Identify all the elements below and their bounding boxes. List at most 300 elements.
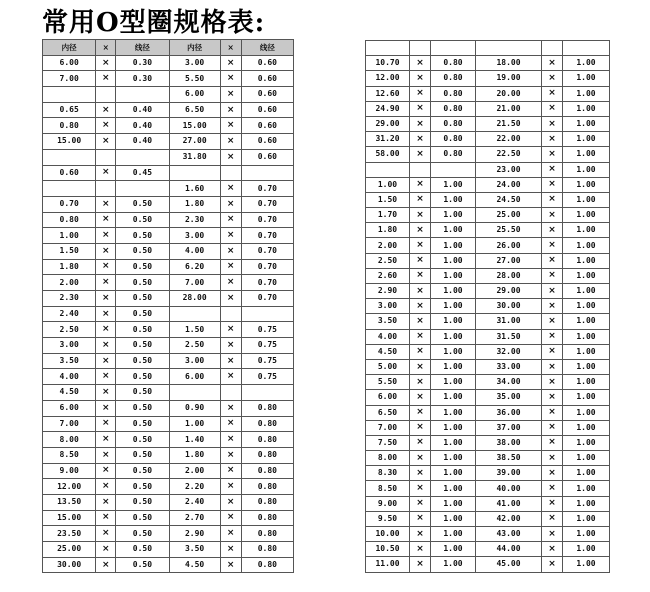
cell-inner-diameter: 0.80 — [43, 118, 96, 134]
cell-wire-diameter: 1.00 — [431, 435, 476, 450]
cell-inner-diameter — [169, 385, 220, 401]
table-row — [43, 510, 294, 526]
cell-wire-diameter: 1.00 — [563, 420, 610, 435]
cell-wire-diameter: 0.30 — [116, 71, 169, 87]
cell-wire-diameter: 1.00 — [563, 451, 610, 466]
cell-wire-diameter: 0.45 — [116, 165, 169, 181]
cell-inner-diameter: 6.20 — [169, 259, 220, 275]
cell-times: × — [542, 375, 563, 390]
cell-times: × — [410, 268, 431, 283]
cell-wire-diameter: 0.40 — [116, 134, 169, 150]
table-row — [366, 162, 610, 177]
table-row — [43, 526, 294, 542]
table-row — [43, 322, 294, 338]
cell-wire-diameter: 0.80 — [431, 56, 476, 71]
cell-inner-diameter: 0.90 — [169, 400, 220, 416]
cell-times: × — [542, 147, 563, 162]
cell-times: × — [542, 162, 563, 177]
cell-inner-diameter: 5.00 — [366, 359, 410, 374]
table-row — [366, 466, 610, 481]
cell-wire-diameter: 0.70 — [241, 228, 293, 244]
cell-wire-diameter: 0.80 — [241, 542, 293, 558]
cell-times: × — [542, 527, 563, 542]
cell-wire-diameter: 1.00 — [431, 299, 476, 314]
cell-wire-diameter: 0.60 — [241, 102, 293, 118]
cell-inner-diameter: 22.00 — [476, 132, 542, 147]
cell-times: × — [220, 291, 241, 307]
cell-times: × — [220, 149, 241, 165]
cell-wire-diameter: 1.00 — [563, 375, 610, 390]
cell-inner-diameter: 1.50 — [366, 192, 410, 207]
cell-inner-diameter: 6.00 — [366, 390, 410, 405]
cell-inner-diameter: 3.00 — [169, 228, 220, 244]
cell-times: × — [542, 223, 563, 238]
cell-inner-diameter: 1.80 — [43, 259, 96, 275]
cell-times: × — [96, 55, 116, 71]
cell-times: × — [410, 435, 431, 450]
cell-wire-diameter: 0.75 — [241, 353, 293, 369]
cell-times: × — [96, 118, 116, 134]
cell-times: × — [410, 208, 431, 223]
table-row — [43, 494, 294, 510]
table-row — [366, 435, 610, 450]
table-row — [43, 102, 294, 118]
cell-times: × — [410, 71, 431, 86]
cell-wire-diameter: 1.00 — [563, 511, 610, 526]
cell-wire-diameter: 0.70 — [241, 275, 293, 291]
cell-inner-diameter: 11.00 — [366, 557, 410, 572]
cell-times: × — [220, 432, 241, 448]
cell-inner-diameter: 41.00 — [476, 496, 542, 511]
cell-times — [220, 385, 241, 401]
cell-wire-diameter: 0.30 — [116, 55, 169, 71]
cell-inner-diameter — [366, 41, 410, 56]
table-row — [366, 56, 610, 71]
cell-inner-diameter: 24.00 — [476, 177, 542, 192]
cell-wire-diameter: 1.00 — [563, 481, 610, 496]
cell-wire-diameter: 0.80 — [241, 494, 293, 510]
cell-times: × — [96, 542, 116, 558]
table-row — [366, 116, 610, 131]
cell-wire-diameter: 1.00 — [563, 496, 610, 511]
cell-times: × — [220, 479, 241, 495]
cell-wire-diameter: 1.00 — [563, 405, 610, 420]
cell-inner-diameter: 1.50 — [169, 322, 220, 338]
cell-times: × — [96, 259, 116, 275]
cell-inner-diameter: 2.00 — [366, 238, 410, 253]
cell-times: × — [410, 238, 431, 253]
cell-wire-diameter: 1.00 — [563, 344, 610, 359]
oring-spec-table-right — [365, 40, 610, 573]
cell-inner-diameter: 1.80 — [169, 196, 220, 212]
cell-inner-diameter: 25.00 — [476, 208, 542, 223]
cell-wire-diameter: 1.00 — [431, 238, 476, 253]
cell-inner-diameter: 9.00 — [366, 496, 410, 511]
cell-inner-diameter: 4.00 — [43, 369, 96, 385]
cell-times: × — [542, 511, 563, 526]
cell-wire-diameter: 0.60 — [241, 118, 293, 134]
cell-wire-diameter — [241, 385, 293, 401]
cell-inner-diameter: 6.50 — [169, 102, 220, 118]
cell-wire-diameter: 0.75 — [241, 369, 293, 385]
cell-wire-diameter: 1.00 — [563, 101, 610, 116]
cell-times: × — [220, 181, 241, 197]
cell-inner-diameter: 6.00 — [169, 87, 220, 103]
cell-times: × — [96, 557, 116, 573]
cell-wire-diameter: 1.00 — [563, 223, 610, 238]
cell-times: × — [96, 322, 116, 338]
cell-wire-diameter: 1.00 — [563, 86, 610, 101]
cell-wire-diameter: 1.00 — [431, 192, 476, 207]
cell-inner-diameter: 27.00 — [169, 134, 220, 150]
cell-inner-diameter: 10.00 — [366, 527, 410, 542]
cell-wire-diameter: 0.50 — [116, 243, 169, 259]
cell-inner-diameter: 37.00 — [476, 420, 542, 435]
cell-inner-diameter: 1.70 — [366, 208, 410, 223]
cell-inner-diameter: 28.00 — [169, 291, 220, 307]
cell-inner-diameter: 2.40 — [43, 306, 96, 322]
cell-inner-diameter: 2.00 — [169, 463, 220, 479]
table-row — [43, 400, 294, 416]
cell-wire-diameter: 0.60 — [241, 87, 293, 103]
cell-wire-diameter — [116, 87, 169, 103]
cell-wire-diameter: 1.00 — [431, 314, 476, 329]
table-row — [366, 542, 610, 557]
cell-inner-diameter: 0.70 — [43, 196, 96, 212]
cell-inner-diameter: 12.60 — [366, 86, 410, 101]
table-row — [366, 511, 610, 526]
cell-inner-diameter: 31.00 — [476, 314, 542, 329]
cell-inner-diameter — [476, 41, 542, 56]
cell-wire-diameter — [241, 306, 293, 322]
table-row — [366, 177, 610, 192]
table-row — [366, 223, 610, 238]
cell-times: × — [410, 557, 431, 572]
cell-inner-diameter: 2.30 — [43, 291, 96, 307]
cell-inner-diameter: 28.00 — [476, 268, 542, 283]
cell-inner-diameter: 2.00 — [43, 275, 96, 291]
cell-times: × — [220, 118, 241, 134]
table-row — [43, 463, 294, 479]
cell-inner-diameter: 2.50 — [169, 338, 220, 354]
cell-wire-diameter: 1.00 — [563, 359, 610, 374]
table-row — [366, 284, 610, 299]
cell-wire-diameter: 0.50 — [116, 526, 169, 542]
cell-inner-diameter: 8.50 — [43, 447, 96, 463]
table-row — [366, 71, 610, 86]
header-wire-diameter: 线径 — [241, 40, 293, 56]
table-row — [366, 375, 610, 390]
table-row — [366, 329, 610, 344]
cell-wire-diameter: 0.80 — [241, 463, 293, 479]
table-row — [366, 314, 610, 329]
cell-times: × — [542, 101, 563, 116]
cell-inner-diameter: 4.00 — [169, 243, 220, 259]
table-row — [43, 212, 294, 228]
cell-times: × — [220, 259, 241, 275]
cell-inner-diameter: 6.00 — [43, 400, 96, 416]
cell-inner-diameter: 32.00 — [476, 344, 542, 359]
header-wire-diameter: 线径 — [116, 40, 169, 56]
cell-wire-diameter: 0.80 — [431, 101, 476, 116]
table-row — [366, 420, 610, 435]
cell-inner-diameter: 2.70 — [169, 510, 220, 526]
cell-times: × — [96, 338, 116, 354]
table-row — [366, 132, 610, 147]
cell-times: × — [410, 284, 431, 299]
cell-wire-diameter: 0.60 — [241, 71, 293, 87]
cell-inner-diameter: 9.00 — [43, 463, 96, 479]
cell-times: × — [542, 390, 563, 405]
table-row — [43, 416, 294, 432]
cell-wire-diameter: 0.60 — [241, 55, 293, 71]
cell-times: × — [96, 275, 116, 291]
cell-inner-diameter: 10.50 — [366, 542, 410, 557]
cell-wire-diameter — [431, 41, 476, 56]
cell-times: × — [542, 192, 563, 207]
cell-wire-diameter: 0.80 — [241, 510, 293, 526]
cell-wire-diameter: 1.00 — [563, 557, 610, 572]
oring-spec-table-left — [42, 39, 294, 573]
table-row — [366, 451, 610, 466]
table-row — [366, 238, 610, 253]
cell-times: × — [96, 71, 116, 87]
cell-times: × — [96, 134, 116, 150]
cell-wire-diameter: 0.50 — [116, 322, 169, 338]
cell-times: × — [410, 375, 431, 390]
cell-inner-diameter — [43, 87, 96, 103]
cell-times: × — [96, 228, 116, 244]
cell-inner-diameter: 1.50 — [43, 243, 96, 259]
cell-inner-diameter: 58.00 — [366, 147, 410, 162]
cell-times: × — [542, 420, 563, 435]
cell-inner-diameter: 39.00 — [476, 466, 542, 481]
cell-wire-diameter: 0.80 — [241, 557, 293, 573]
cell-wire-diameter: 0.50 — [116, 557, 169, 573]
table-row — [43, 181, 294, 197]
cell-inner-diameter: 0.60 — [43, 165, 96, 181]
cell-inner-diameter: 3.00 — [169, 55, 220, 71]
cell-inner-diameter: 45.00 — [476, 557, 542, 572]
cell-wire-diameter: 1.00 — [431, 253, 476, 268]
cell-inner-diameter: 25.50 — [476, 223, 542, 238]
cell-inner-diameter: 38.00 — [476, 435, 542, 450]
cell-inner-diameter: 1.60 — [169, 181, 220, 197]
cell-times: × — [410, 466, 431, 481]
cell-times: × — [220, 134, 241, 150]
cell-wire-diameter: 1.00 — [431, 375, 476, 390]
cell-wire-diameter — [563, 41, 610, 56]
cell-inner-diameter: 33.00 — [476, 359, 542, 374]
cell-times: × — [96, 510, 116, 526]
cell-inner-diameter: 12.00 — [366, 71, 410, 86]
cell-inner-diameter: 0.65 — [43, 102, 96, 118]
cell-times: × — [220, 526, 241, 542]
cell-wire-diameter: 0.40 — [116, 102, 169, 118]
cell-times: × — [542, 557, 563, 572]
cell-times: × — [410, 329, 431, 344]
cell-times: × — [96, 165, 116, 181]
cell-times: × — [410, 496, 431, 511]
cell-inner-diameter — [43, 149, 96, 165]
table-row — [366, 481, 610, 496]
cell-wire-diameter: 0.50 — [116, 369, 169, 385]
cell-inner-diameter: 43.00 — [476, 527, 542, 542]
cell-times: × — [410, 405, 431, 420]
cell-times: × — [96, 494, 116, 510]
cell-times: × — [410, 420, 431, 435]
cell-inner-diameter: 6.00 — [169, 369, 220, 385]
cell-inner-diameter: 3.00 — [43, 338, 96, 354]
cell-times: × — [220, 338, 241, 354]
cell-wire-diameter: 0.80 — [241, 526, 293, 542]
cell-times: × — [96, 447, 116, 463]
cell-inner-diameter: 35.00 — [476, 390, 542, 405]
cell-times: × — [410, 359, 431, 374]
cell-inner-diameter: 2.40 — [169, 494, 220, 510]
cell-inner-diameter: 40.00 — [476, 481, 542, 496]
cell-wire-diameter: 0.70 — [241, 212, 293, 228]
table-row — [43, 447, 294, 463]
table-row — [43, 306, 294, 322]
cell-wire-diameter: 0.75 — [241, 338, 293, 354]
cell-times — [410, 41, 431, 56]
cell-wire-diameter — [116, 181, 169, 197]
cell-times: × — [410, 147, 431, 162]
cell-wire-diameter: 0.80 — [241, 447, 293, 463]
cell-times: × — [96, 243, 116, 259]
cell-inner-diameter: 3.50 — [366, 314, 410, 329]
cell-times: × — [542, 116, 563, 131]
cell-times: × — [96, 306, 116, 322]
cell-times — [96, 149, 116, 165]
cell-wire-diameter: 1.00 — [563, 253, 610, 268]
cell-times: × — [542, 132, 563, 147]
cell-wire-diameter: 1.00 — [431, 223, 476, 238]
cell-inner-diameter: 1.00 — [169, 416, 220, 432]
table-row — [43, 557, 294, 573]
cell-inner-diameter: 18.00 — [476, 56, 542, 71]
cell-inner-diameter: 8.30 — [366, 466, 410, 481]
table-row — [43, 118, 294, 134]
table-row — [366, 101, 610, 116]
cell-wire-diameter: 1.00 — [431, 511, 476, 526]
cell-times: × — [220, 542, 241, 558]
table-row — [43, 432, 294, 448]
cell-wire-diameter: 0.50 — [116, 259, 169, 275]
cell-wire-diameter: 1.00 — [431, 268, 476, 283]
cell-wire-diameter: 0.50 — [116, 353, 169, 369]
cell-inner-diameter: 3.50 — [43, 353, 96, 369]
cell-inner-diameter: 1.80 — [169, 447, 220, 463]
header-inner-diameter: 内径 — [169, 40, 220, 56]
cell-inner-diameter: 1.40 — [169, 432, 220, 448]
cell-inner-diameter — [43, 181, 96, 197]
table-row — [366, 192, 610, 207]
cell-wire-diameter: 0.50 — [116, 291, 169, 307]
cell-times: × — [220, 212, 241, 228]
cell-inner-diameter: 26.00 — [476, 238, 542, 253]
cell-wire-diameter: 1.00 — [563, 466, 610, 481]
cell-inner-diameter: 31.50 — [476, 329, 542, 344]
cell-inner-diameter: 42.00 — [476, 511, 542, 526]
table-row — [43, 542, 294, 558]
cell-wire-diameter: 0.75 — [241, 322, 293, 338]
cell-wire-diameter: 1.00 — [431, 208, 476, 223]
cell-times: × — [542, 299, 563, 314]
cell-times: × — [410, 344, 431, 359]
cell-wire-diameter: 1.00 — [563, 435, 610, 450]
cell-times: × — [542, 329, 563, 344]
page-title: 常用O型圈规格表: — [42, 8, 266, 38]
table-row — [366, 208, 610, 223]
table-row — [366, 41, 610, 56]
cell-times: × — [220, 400, 241, 416]
cell-inner-diameter: 23.00 — [476, 162, 542, 177]
header-times: × — [96, 40, 116, 56]
cell-times: × — [410, 299, 431, 314]
cell-times: × — [220, 557, 241, 573]
cell-times: × — [542, 359, 563, 374]
cell-times: × — [542, 86, 563, 101]
table-row — [43, 259, 294, 275]
cell-wire-diameter: 0.70 — [241, 196, 293, 212]
cell-inner-diameter: 21.00 — [476, 101, 542, 116]
cell-inner-diameter: 15.00 — [43, 510, 96, 526]
table-row — [366, 359, 610, 374]
cell-times: × — [220, 447, 241, 463]
cell-times: × — [220, 87, 241, 103]
cell-times: × — [410, 253, 431, 268]
cell-times: × — [542, 268, 563, 283]
header-inner-diameter: 内径 — [43, 40, 96, 56]
table-row — [43, 87, 294, 103]
cell-inner-diameter: 29.00 — [366, 116, 410, 131]
cell-wire-diameter: 0.80 — [431, 147, 476, 162]
cell-times: × — [542, 314, 563, 329]
cell-wire-diameter: 1.00 — [431, 390, 476, 405]
cell-wire-diameter: 1.00 — [431, 329, 476, 344]
cell-times: × — [96, 416, 116, 432]
cell-times: × — [96, 526, 116, 542]
cell-wire-diameter: 1.00 — [563, 71, 610, 86]
cell-times: × — [410, 511, 431, 526]
cell-times: × — [410, 481, 431, 496]
cell-times — [96, 181, 116, 197]
header-times: × — [220, 40, 241, 56]
cell-inner-diameter: 44.00 — [476, 542, 542, 557]
cell-inner-diameter: 2.20 — [169, 479, 220, 495]
cell-wire-diameter: 0.50 — [116, 385, 169, 401]
cell-times: × — [220, 463, 241, 479]
table-row — [366, 147, 610, 162]
cell-times: × — [96, 385, 116, 401]
cell-wire-diameter: 1.00 — [431, 344, 476, 359]
table-row — [43, 134, 294, 150]
table-row — [366, 390, 610, 405]
cell-times: × — [220, 275, 241, 291]
cell-inner-diameter: 13.50 — [43, 494, 96, 510]
cell-inner-diameter: 5.50 — [366, 375, 410, 390]
cell-times: × — [410, 177, 431, 192]
cell-wire-diameter: 1.00 — [563, 162, 610, 177]
cell-wire-diameter: 1.00 — [563, 268, 610, 283]
cell-times: × — [220, 71, 241, 87]
cell-wire-diameter: 1.00 — [563, 542, 610, 557]
cell-wire-diameter: 1.00 — [563, 177, 610, 192]
cell-wire-diameter: 1.00 — [431, 359, 476, 374]
cell-wire-diameter: 0.50 — [116, 275, 169, 291]
